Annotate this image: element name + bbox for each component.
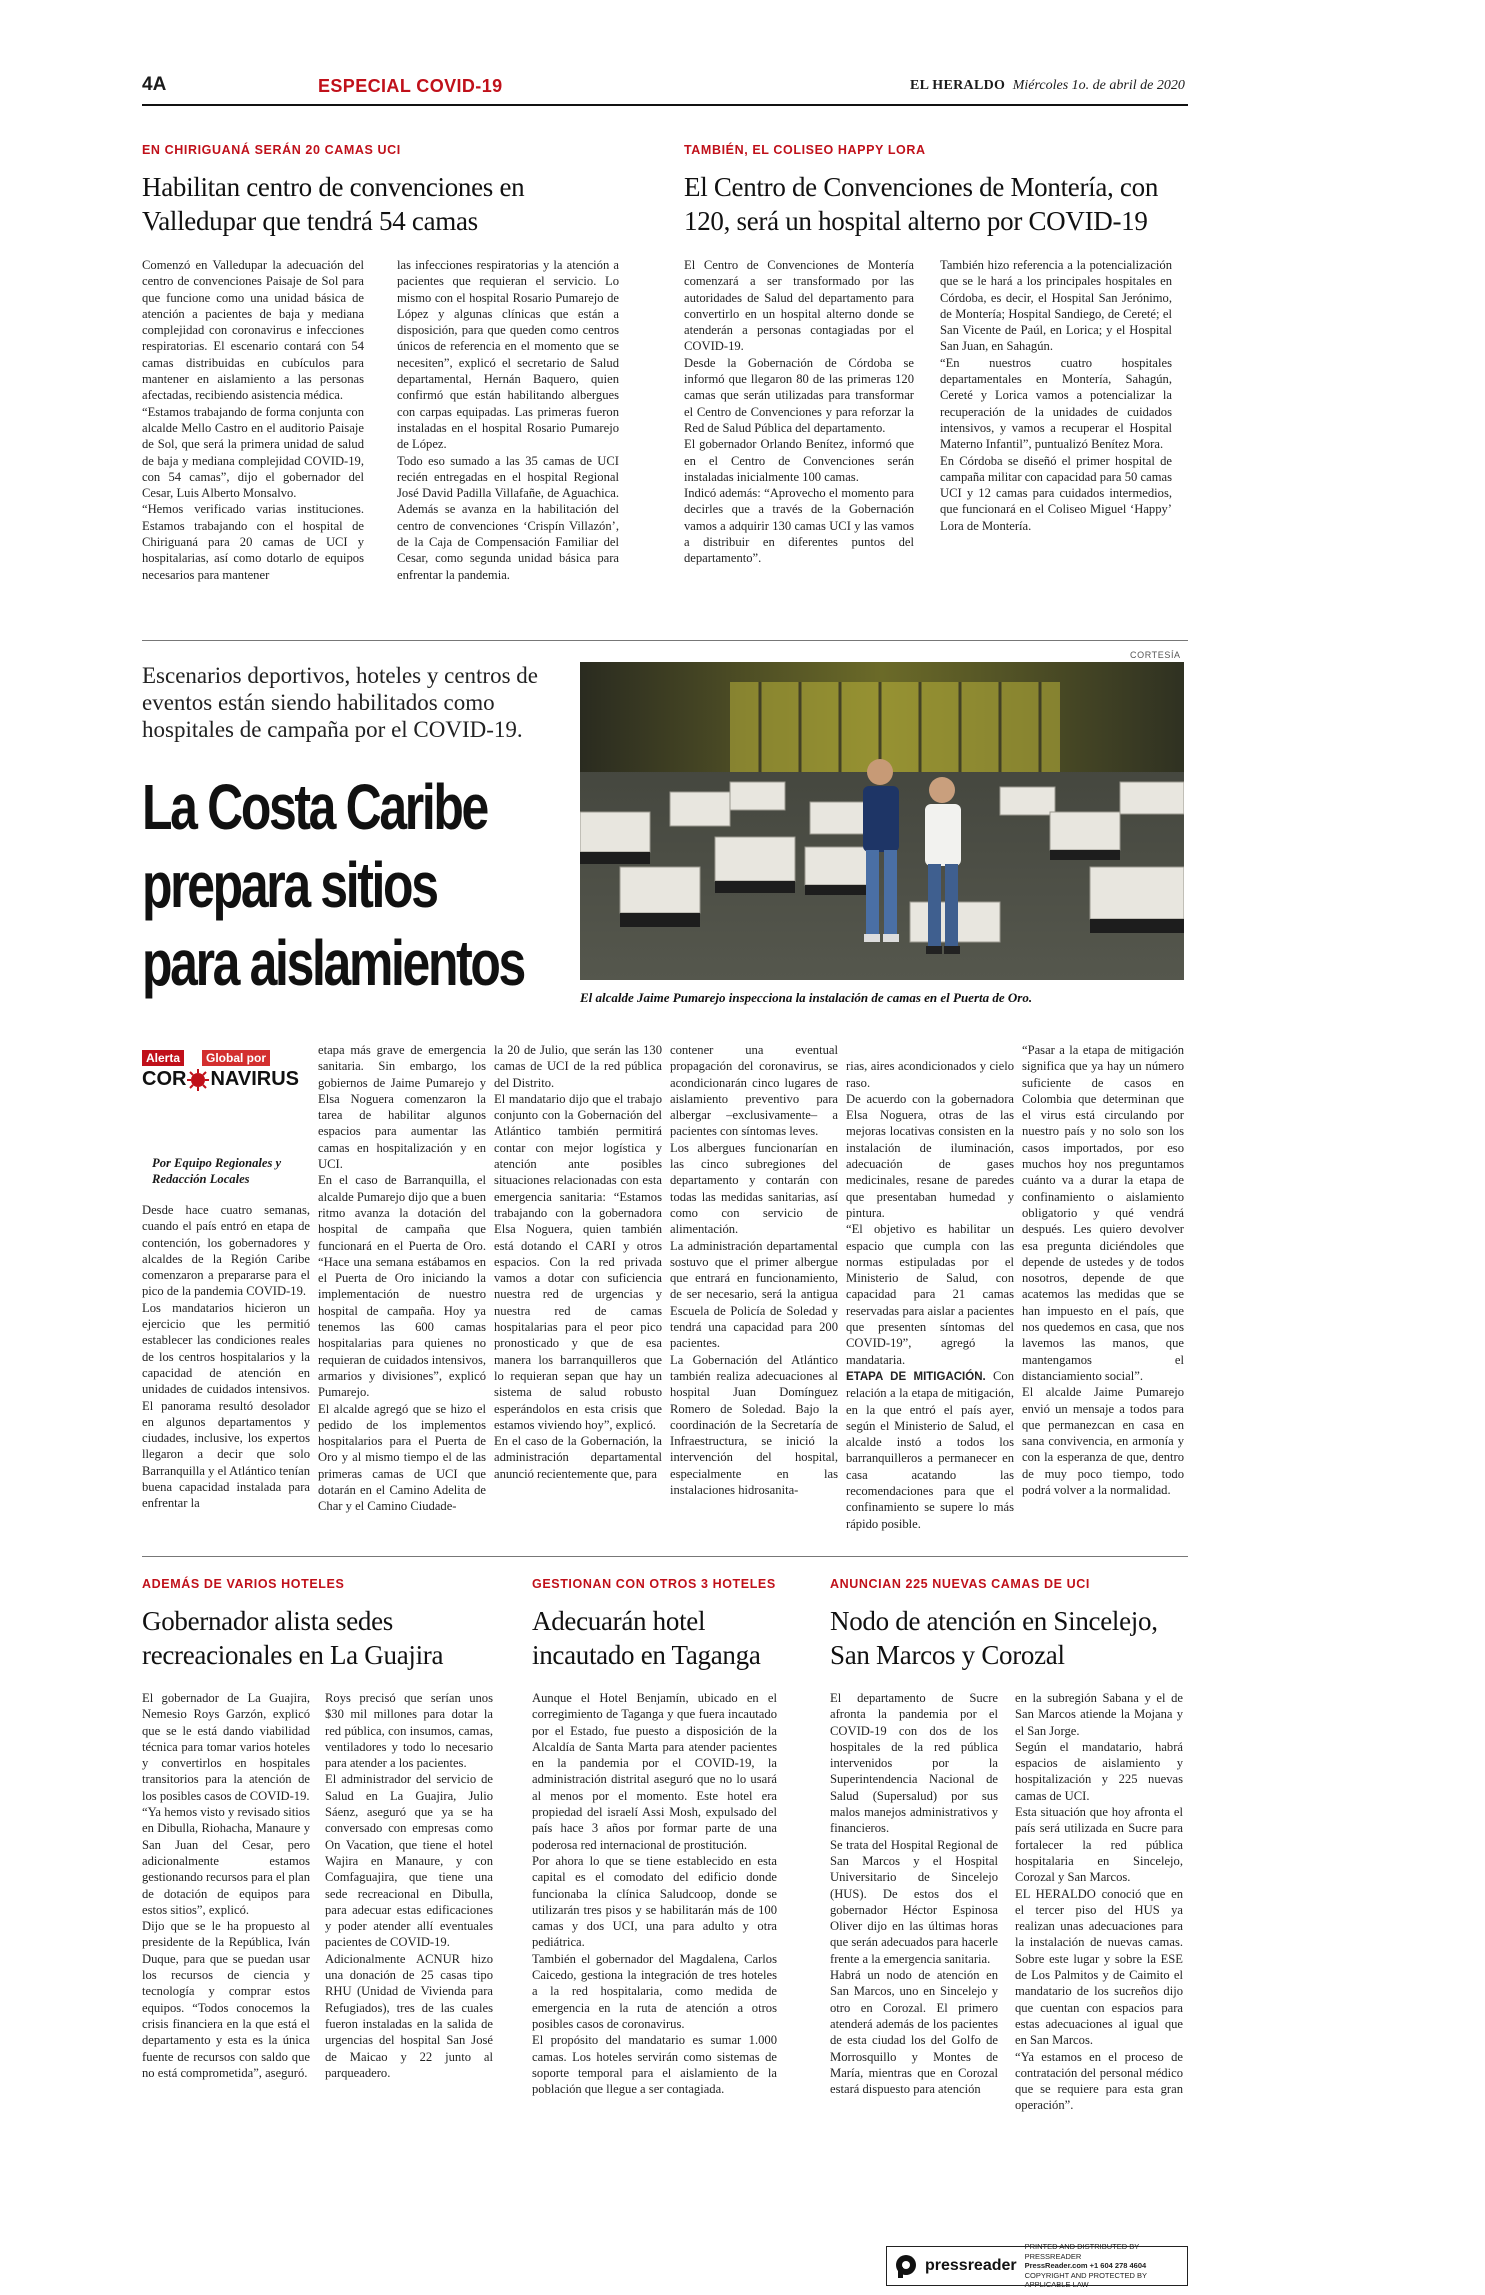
subhead: ETAPA DE MITIGACIÓN. [846,1370,986,1383]
story-kicker: GESTIONAN CON OTROS 3 HOTELES [532,1577,776,1591]
story-headline: Gobernador alista sedes recreacionales en La Guajira [142,1606,444,1670]
main-headline [142,768,524,1002]
section-divider [142,1556,1188,1557]
story-body-col: El Centro de Convenciones de Montería comenzará a ser transformado por las autoridades de Salud del departamento para convertirlo en un hospital alterno donde se atenderán a personas contagiadas por el COVID-19. Desde la Gobernación de Córdoba se informó que llegaron 80 de las primeras 120 camas que serán utilizadas para transformar el Centro de Convenciones y para reforzar la Red de Salud Pública del departamento. El gobernador Orlando Benítez, informó que en el Centro de Convenciones serán instaladas inicialmente 100 camas. Indicó además: “Aprovecho el momento para decirles que a través de la Gobernación vamos a adquirir 130 camas UCI y las vamos a distribuir en diferentes puntos del departamento”. [684,258,914,566]
main-body-text: Con relación a la etapa de mitigación, en la que entró el país ayer, según el Ministerio de Salud, el alcalde instó a todos los barranquilleros a permanecer en casa acatando las recomendaciones para que el confinamiento se supere lo más rápido posible. [846,1368,1014,1531]
logo-alert: Alerta [142,1050,184,1066]
pressreader-brand: pressreader [925,2257,1017,2274]
photo-scene [580,662,1184,980]
story-headline: Adecuarán hotel incautado en Taganga [532,1606,761,1670]
photo-caption: El alcalde Jaime Pumarejo inspecciona la instalación de camas en el Puerta de Oro. [580,990,1033,1005]
story-body-col: las infecciones respiratorias y la atención a pacientes que requieran el servicio. Lo mismo con el hospital Rosario Pumarejo de López y algunas clínicas que están a disposición, para que queden como centros únicos de referencia en el momento que se necesiten”, explicó el secretario de Salud departamental, Hernán Baquero, quien confirmó que están habilitando albergues con carpas equipadas. Las primeras fueron instaladas en el hospital Rosario Pumarejo de López. Todo eso sumado a las 35 camas de UCI recién entregadas en el hospital Regional José David Padilla Villafañe, de Aguachica. Además se avanza en la habilitación del centro de convenciones ‘Crispín Villazón’, de la Caja de Compensación Familiar del Cesar, como segunda unidad básica para enfrentar la pandemia. [397,258,619,582]
virus-icon [187,1069,209,1091]
main-body-col: contener una eventual propagación del coronavirus, se acondicionarán cinco lugares de aislamiento preventivo para albergar –exclusivamente– a pacientes con síntomas leves. Los albergues funcionarían en las cinco subregiones del departamento y contarán con todas las medidas sanitarias, así como con servicio de alimentación. La administración departamental sostuvo que el primer albergue que entrará en funcionamiento, de ser necesario, será la antigua Escuela de Policía de Soledad y tendrá una capacidad para 200 pacientes. La Gobernación del Atlántico también realiza adecuaciones al hospital Juan Domínguez Romero de Soledad. Bajo la coordinación de la Secretaría de Infraestructura, se inició la intervención del hospital, especialmente en las instalaciones hidrosanita- [670,1043,838,1498]
main-body-col: la 20 de Julio, que serán las 130 camas de UCI de la red pública del Distrito. El mandatario dijo que el trabajo conjunto con la Gobernación del Atlántico también permitirá contar con mejor logística y atención ante posibles situaciones relacionadas con esta emergencia sanitaria: “Estamos trabajando con la gobernadora Elsa Noguera, quien también está dotando el CARI y otros espacios. Con la red privada vamos a dotar con suficiencia nuestra red de urgencias y nuestra red de camas hospitalarias para el peor pico pronosticado y que de esa manera los barranquilleros que lo requieran sepan que hay un sistema de salud robusto esperándolos en esta crisis que estamos viviendo hoy”, explicó. En el caso de la Gobernación, la administración departamental anunció recientemente que, para [494,1043,662,1481]
story-body-col: Roys precisó que serían unos $30 mil millones para dotar la red pública, con insumos, camas, ventiladores y todo lo necesario para atender a los pacientes. El administrador del servicio de Salud en La Guajira, Julio Sáenz, aseguró que ya se ha conversado con empresas como On Vacation, que tiene el hotel Wajira en Manaure, y con Comfaguajira, que tiene una sede recreacional en Dibulla, para adecuar estas edificaciones y poder atender allí eventuales pacientes de COVID-19. Adicionalmente ACNUR hizo una donación de 25 casas tipo RHU (Unidad de Vivienda para Refugiados), tres de las cuales fueron instaladas en la salida de urgencias del hospital San José de Maicao y 22 junto al parqueadero. [325,1691,493,2080]
issue-date: Miércoles 1o. de abril de 2020 [1012,78,1185,93]
main-headline-line: prepara sitios [142,849,437,921]
story-body-col: Aunque el Hotel Benjamín, ubicado en el corregimiento de Taganga y que fuera incautado por el Estado, fue puesto a disposición de la Alcaldía de Santa Marta para atender pacientes en la pandemia por el COVID-19, la administración distrital aseguró que no lo usará al menos por el momento. Este hotel era propiedad del israelí Assi Mosh, expulsado del país hace 3 años por formar parte de una poderosa red internacional de prostitución. Por ahora lo que se tiene establecido en esta capital es el comodato del edificio donde funcionaba la clínica Saludcoop, donde se utilizarán tres pisos y se habilitarán más de 100 camas y dos UCI, una para adulto y otra pediátrica. También el gobernador del Magdalena, Carlos Caicedo, gestiona la integración de tres hoteles a la red hospitalaria, como medida de emergencia en la ruta de atención a otros posibles casos de coronavirus. El propósito del mandatario es sumar 1.000 camas. Los hoteles servirán como sistemas de soporte temporal para el aislamiento de la población que llegue a ser contagiada. [532,1691,777,2097]
pressreader-line: COPYRIGHT AND PROTECTED BY APPLICABLE LAW [1024,2270,1147,2290]
logo-global: Global por [202,1050,270,1066]
masthead [910,78,1185,94]
story-headline: El Centro de Convenciones de Montería, con 120, será un hospital alterno por COVID-19 [684,172,1159,236]
coronavirus-logo [142,1050,302,1102]
story-body-col: Comenzó en Valledupar la adecuación del centro de convenciones Paisaje de Sol para que funcione como una unidad básica de atención a pacientes de baja y mediana complejidad con coronavirus e infecciones respiratorias. El escenario contará con 54 camas distribuidas en cubículos para mantener en aislamiento a las personas afectadas, recibiendo asistencia médica. “Estamos trabajando de forma conjunta con alcalde Mello Castro en el auditorio Paisaje de Sol, que será la primera unidad de salud de baja y mediana complejidad COVID-19, con 54 camas”, dijo el gobernador del Cesar, Luis Alberto Monsalvo. “Hemos verificado varias instituciones. Estamos trabajando con el hospital de Chiriguaná para 20 camas de UCI y hospitalarias, así como dotarlo de equipos necesarios para mantener [142,258,364,582]
story-body-col: El gobernador de La Guajira, Nemesio Roys Garzón, explicó que se le está dando viabilidad técnica para tomar varios hoteles y convertirlos en hospitales transitorios para la atención de los posibles casos de COVID-19. “Ya hemos visto y revisado sitios en Dibulla, Riohacha, Manaure y San Juan del Cesar, pero adicionalmente estamos gestionando recursos para el plan de dotación de equipos para estos sitios”, explicó. Dijo que se le ha propuesto al presidente de la República, Iván Duque, para que se puedan usar los recursos de ciencia y tecnología y comprar estos equipos. “Todos conocemos la crisis financiera en la que está el departamento y esta es la única fuente de recursos con saldo que no está comprometida”, aseguró. [142,1691,310,2080]
pressreader-line: PRINTED AND DISTRIBUTED BY PRESSREADER [1024,2242,1140,2261]
story-kicker: ADEMÁS DE VARIOS HOTELES [142,1577,345,1591]
main-headline-line: La Costa Caribe [142,771,487,843]
page-number: 4A [142,74,167,95]
main-headline-line: para aislamientos [142,927,524,999]
logo-cor: COR [142,1068,187,1090]
story-body-col: en la subregión Sabana y el de San Marcos atiende la Mojana y el San Jorge. Según el mandatario, habrá espacios de aislamiento y hospitalización y 225 nuevas camas de UCI. Esta situación que hoy afronta el país será utilizada en Sucre para fortalecer la red pública hospitalaria en Sincelejo, Corozal y San Marcos. EL HERALDO conoció que en el tercer piso del HUS ya realizan unas adecuaciones para la instalación de nuevas camas. Sobre este lugar y sobre la ESE de Los Palmitos y de Caimito el mandatario de los sucreños dijo que cuentan con espacios para estas adecuaciones al igual que en San Marcos. “Ya estamos en el proceso de contratación del personal médico que se requiere para esta gran operación”. [1015,1691,1183,2113]
main-body-col: “Pasar a la etapa de mitigación significa que ya hay un número suficiente de casos en Colombia que determinan que el virus está circulando por nuestro país y no solo son los casos importados, por eso muchos hoy nos preguntamos cuánto va a durar la etapa de confinamiento o aislamiento obligatorio y qué vendrá después. Les quiero devolver esa pregunta diciéndoles que depende de ustedes y de todos nosotros, depende de que acatemos las medidas que se han impuesto en el país, que nos quedemos en casa, que nos lavemos las manos, que mantengamos el distanciamiento social”. El alcalde Jaime Pumarejo envió un mensaje a todos para que permanezcan en casa en sana convivencia, en armonía y con la esperanza de que, dentro de muy poco tiempo, todo podrá volver a la normalidad. [1022,1043,1184,1498]
main-body-col: etapa más grave de emergencia sanitaria. Sin embargo, los gobiernos de Jaime Pumarejo y Elsa Noguera comenzaron la tarea de habilitar algunos espacios para aumentar las camas en hospitalización y en UCI. En el caso de Barranquilla, el alcalde Pumarejo dijo que a buen ritmo avanza la dotación del hospital de campaña que funcionará en el Puerta de Oro. “Hace una semana estábamos en el Puerta de Oro iniciando la implementación de nuestro hospital de campaña. Hoy ya tenemos las 600 camas hospitalarias para quienes no requieran de cuidados intensivos, armarios y divisiones”, explicó Pumarejo. El alcalde agregó que se hizo el pedido de los implementos hospitalarios para el Puerta de Oro y al mismo tiempo el de las primeras camas de UCI que dotarán en el Camino Adelita de Char y el Camino Ciudade- [318,1043,486,1514]
paper-name: EL HERALDO [910,78,1006,93]
section-divider [142,640,1188,641]
byline: Por Equipo Regionales y Redacción Locales [152,1156,282,1186]
header-rule [142,104,1188,106]
photo-credit: CORTESÍA [1130,650,1181,660]
main-body-col: Desde hace cuatro semanas, cuando el país entró en etapa de contención, los gobernadores y alcaldes de la Región Caribe comenzaron a prepararse para el pico de la pandemia COVID-19. Los mandatarios hicieron un ejercicio que les permitió establecer las condiciones reales de los centros hospitalarios y la capacidad de atención en unidades de cuidados intensivos. El panorama resultó desolador en algunos departamentos y ciudades, inclusive, los expertos llegaron a decir que solo Barranquilla y el Atlántico tenían buena capacidad instalada para enfrentar la [142,1203,310,1511]
story-kicker: TAMBIÉN, EL COLISEO HAPPY LORA [684,143,926,157]
story-kicker: EN CHIRIGUANÁ SERÁN 20 CAMAS UCI [142,143,401,157]
main-deck: Escenarios deportivos, hoteles y centros de eventos están siendo habilitados como hospitales de campaña por el COVID-19. [142,663,538,742]
story-body-col: También hizo referencia a la potencialización que se le hará a los principales hospitales en Córdoba, es decir, el Hospital San Jerónimo, de Montería; Hospital Sandiego, de Cereté; el San Vicente de Paúl, en Lorica; y el Hospital San Juan, en Sahagún. “En nuestros cuatro hospitales departamentales en Montería, Sahagún, Cereté y Lorica vamos a potencializar la recuperación de la unidades de cuidados intensivos, y vamos a recuperar el Hospital Materno Infantil”, puntualizó Benítez Mora. En Córdoba se diseñó el primer hospital de campaña militar con capacidad para 50 camas UCI y 12 camas para cuidados intermedios, que funcionará en el Coliseo Miguel ‘Happy’ Lora de Montería. [940,258,1172,533]
logo-navirus: NAVIRUS [210,1068,299,1090]
story-headline: Habilitan centro de convenciones en Valledupar que tendrá 54 camas [142,172,525,236]
main-photo [580,662,1184,980]
section-title: ESPECIAL COVID-19 [318,76,503,96]
story-headline: Nodo de atención en Sincelejo, San Marcos y Corozal [830,1606,1158,1670]
pressreader-icon [893,2253,919,2279]
story-body-col: El departamento de Sucre afronta la pandemia por el COVID-19 con dos de los hospitales de la red pública intervenidos por la Superintendencia Nacional de Salud (Supersalud) por sus malos manejos administrativos y financieros. Se trata del Hospital Regional de San Marcos y el Hospital Universitario de Sincelejo (HUS). De estos dos el gobernador Héctor Espinosa Oliver dijo en las últimas horas que serán adecuados para hacerle frente a la emergencia sanitaria. Habrá un nodo de atención en San Marcos, uno en Sincelejo y otro en Corozal. El primero atenderá además de los pacientes de esta ciudad los del Golfo de Morrosquillo y Montes de María, mientras que en Corozal estará dispuesto para atención [830,1691,998,2097]
pressreader-badge[interactable] [886,2242,1188,2290]
main-body-text: rias, aires acondicionados y cielo raso. De acuerdo con la gobernadora Elsa Noguera, otras de las mejoras locativas consisten en la instalación de iluminación, adecuación de gases medicinales, resane de paredes que presentaban humedad y pintura. “El objetivo es habilitar un espacio que cumpla con las normas estipuladas por el Ministerio de Salud, con capacidad para 21 camas reservadas para aislar a pacientes que presenten síntomas del COVID-19”, agregó la mandataria. [846,1059,1014,1367]
pressreader-line: PressReader.com +1 604 278 4604 [1024,2261,1147,2271]
main-body-col [846,1042,1014,1535]
story-kicker: ANUNCIAN 225 NUEVAS CAMAS DE UCI [830,1577,1090,1591]
